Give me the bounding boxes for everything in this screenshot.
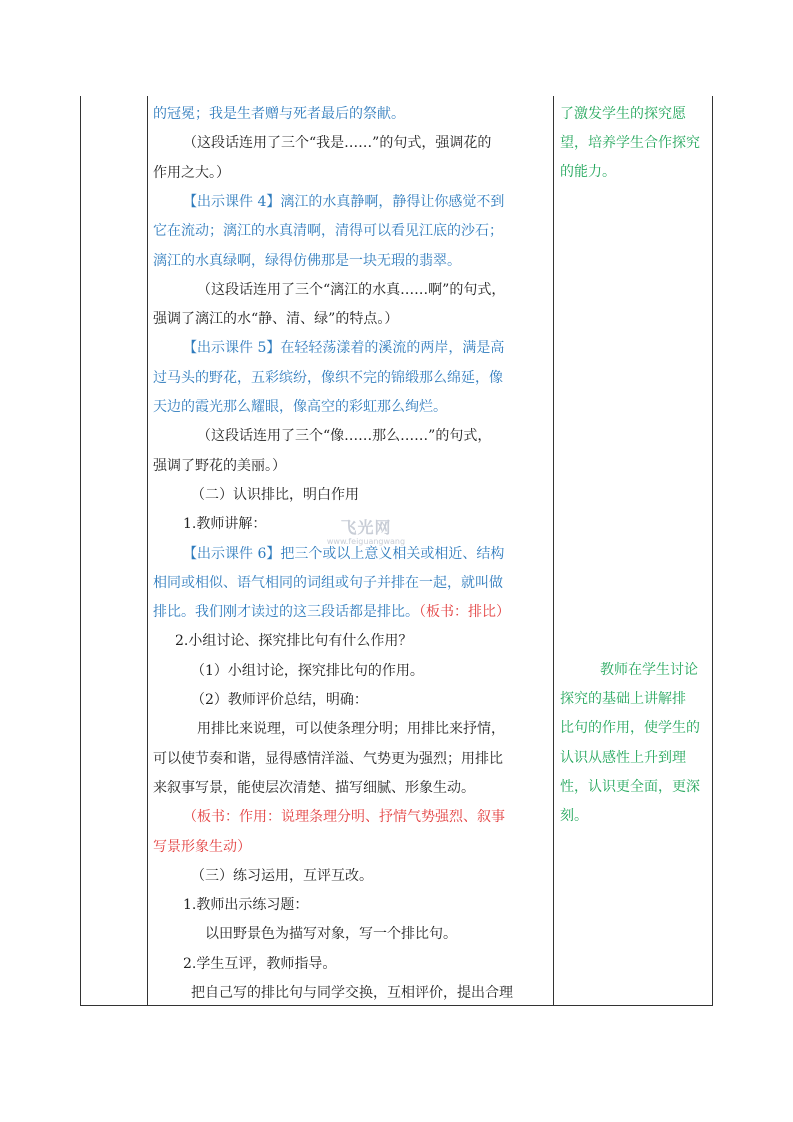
body-line-segment: 漓江的水真静啊，静得让你感觉不到 bbox=[280, 193, 505, 210]
body-line bbox=[153, 190, 551, 214]
body-line: （1）小组讨论，探究排比句的作用。 bbox=[191, 662, 424, 679]
side-note-line: 刻。 bbox=[560, 808, 588, 824]
body-line: 的冠冕；我是生者赠与死者最后的祭献。 bbox=[153, 106, 405, 122]
body-line: 2.学生互评，教师指导。 bbox=[183, 955, 337, 972]
body-line-segment: 【出示课件 4】 bbox=[183, 193, 281, 210]
side-note-line: 性，认识更全面，更深 bbox=[560, 778, 700, 795]
body-line: （三）练习运用，互评互改。 bbox=[191, 867, 373, 884]
body-line: （这段话连用了三个“像……那么……”的句式， bbox=[197, 428, 492, 445]
body-line: 可以使节奏和谐，显得感情洋溢、气势更为强烈；用排比 bbox=[153, 750, 503, 767]
side-note-line: 了激发学生的探究愿 bbox=[560, 106, 686, 122]
table-column-divider-right bbox=[553, 96, 554, 1005]
body-line: 用排比来说理，可以使条理分明；用排比来抒情， bbox=[197, 721, 505, 738]
body-line bbox=[153, 600, 551, 624]
body-line: 以田野景色为描写对象，写一个排比句。 bbox=[205, 926, 457, 943]
lesson-plan-table bbox=[80, 96, 713, 1006]
side-note-line: 教师在学生讨论 bbox=[600, 662, 698, 678]
body-line: （2）教师评价总结，明确： bbox=[191, 692, 368, 708]
body-line: 写景形象生动） bbox=[153, 838, 251, 855]
body-line: 天边的霞光那么耀眼，像高空的彩虹那么绚烂。 bbox=[153, 399, 447, 415]
body-line: 强调了漓江的水“静、清、绿”的特点。） bbox=[153, 311, 399, 328]
side-note-line: 望，培养学生合作探究 bbox=[560, 135, 700, 152]
body-line: 来叙事写景，能使层次清楚、描写细腻、形象生动。 bbox=[153, 779, 475, 796]
body-line: 漓江的水真绿啊，绿得仿佛那是一块无瑕的翡翠。 bbox=[153, 252, 461, 269]
body-line: 1.教师出示练习题： bbox=[183, 897, 309, 914]
body-line bbox=[153, 336, 551, 360]
body-line-segment: 在轻轻荡漾着的溪流的两岸，满是高 bbox=[280, 340, 505, 357]
body-line-segment: 把三个或以上意义相关或相近、结构 bbox=[280, 545, 505, 562]
body-line-segment: 排比。我们刚才读过的这三段话都是排比。 bbox=[153, 604, 419, 621]
body-line: （二）认识排比，明白作用 bbox=[191, 486, 359, 503]
body-line: 强调了野花的美丽。） bbox=[153, 457, 286, 474]
side-note-line: 的能力。 bbox=[560, 164, 616, 181]
body-line: 2.小组讨论、探究排比句有什么作用？ bbox=[175, 633, 413, 650]
side-note-line: 比句的作用，使学生的 bbox=[560, 720, 700, 737]
watermark-url: www.feiguangwang bbox=[326, 537, 406, 546]
body-line: （这段话连用了三个“我是……”的句式，强调花的 bbox=[183, 135, 492, 152]
side-note-line: 认识从感性上升到理 bbox=[560, 749, 686, 766]
body-line: （板书：作用：说理条理分明、抒情气势强烈、叙事 bbox=[183, 809, 505, 826]
table-column-divider-left bbox=[147, 96, 148, 1005]
body-line: 相同或相似、语气相同的词组或句子并排在一起，就叫做 bbox=[153, 574, 503, 591]
body-line: （这段话连用了三个“漓江的水真……啊”的句式， bbox=[197, 281, 506, 298]
body-line-segment: （板书：排比） bbox=[419, 604, 510, 621]
body-line: 作用之大。） bbox=[153, 164, 230, 181]
body-line: 过马头的野花，五彩缤纷，像织不完的锦缎那么绵延，像 bbox=[153, 369, 503, 386]
side-note-line: 探究的基础上讲解排 bbox=[560, 691, 686, 708]
body-line: 把自己写的排比句与同学交换，互相评价，提出合理 bbox=[191, 985, 513, 1001]
body-line-segment: 【出示课件 6】 bbox=[183, 545, 281, 562]
body-line: 1.教师讲解： bbox=[183, 516, 267, 533]
body-line bbox=[153, 542, 551, 566]
body-line: 它在流动；漓江的水真清啊，清得可以看见江底的沙石； bbox=[153, 223, 503, 240]
watermark-text: 飞光网 bbox=[340, 518, 392, 537]
body-line-segment: 【出示课件 5】 bbox=[183, 340, 281, 357]
